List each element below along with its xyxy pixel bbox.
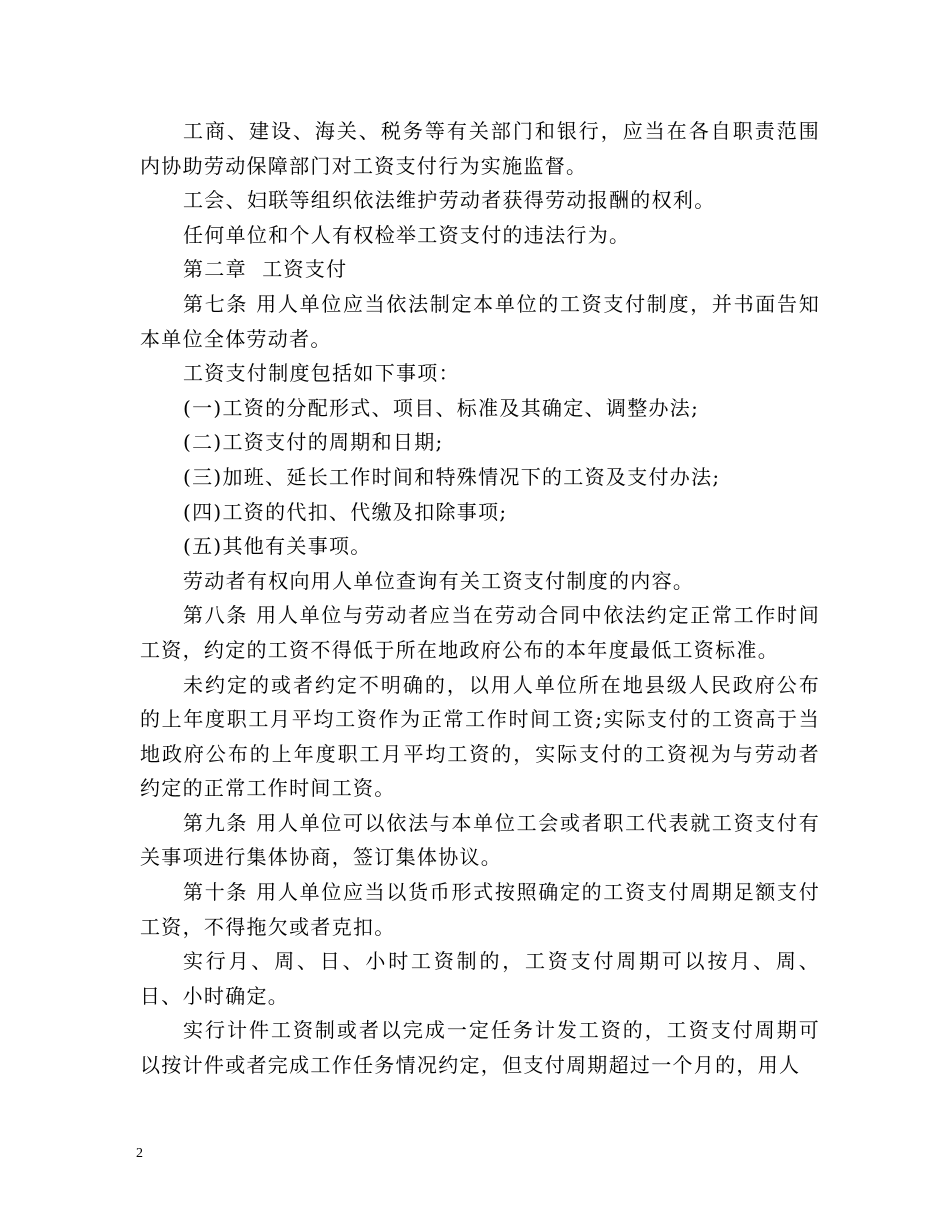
list-item: (三)加班、延长工作时间和特殊情况下的工资及支付办法; [183, 464, 721, 489]
article-paragraph: 第八条 用人单位与劳动者应当在劳动合同中依法约定正常工作时间工资，约定的工资不得低于所在地政府公布的本年度最低工资标准。 [140, 603, 820, 662]
list-item: (四)工资的代扣、代缴及扣除事项; [183, 499, 508, 524]
paragraph: 任何单位和个人有权检举工资支付的违法行为。 [183, 222, 631, 247]
paragraph: 未约定的或者约定不明确的，以用人单位所在地县级人民政府公布的上年度职工月平均工资作为正常工作时间工资;实际支付的工资高于当地政府公布的上年度职工月平均工资的，实际支付的工资视为与劳动者约定的正常工作时间工资。 [140, 672, 820, 801]
paragraph: 工商、建设、海关、税务等有关部门和银行，应当在各自职责范围内协助劳动保障部门对工资支付行为实施监督。 [140, 119, 820, 178]
paragraph: 工资支付制度包括如下事项： [183, 361, 460, 386]
paragraph: 劳动者有权向用人单位查询有关工资支付制度的内容。 [183, 568, 695, 593]
list-item: (一)工资的分配形式、项目、标准及其确定、调整办法; [183, 395, 700, 420]
paragraph: 工会、妇联等组织依法维护劳动者获得劳动报酬的权利。 [183, 188, 716, 213]
paragraph: 实行月、周、日、小时工资制的，工资支付周期可以按月、周、日、小时确定。 [140, 949, 820, 1008]
article-paragraph: 第十条 用人单位应当以货币形式按照确定的工资支付周期足额支付工资，不得拖欠或者克扣。 [140, 880, 820, 939]
chapter-heading: 第二章 工资支付 [183, 257, 348, 282]
list-item: (二)工资支付的周期和日期; [183, 430, 444, 455]
document-body [140, 114, 820, 1083]
page-number: 2 [136, 1146, 143, 1161]
paragraph: 实行计件工资制或者以完成一定任务计发工资的，工资支付周期可以按计件或者完成工作任务情况约定，但支付周期超过一个月的，用人 [140, 1018, 820, 1078]
article-paragraph: 第七条 用人单位应当依法制定本单位的工资支付制度，并书面告知本单位全体劳动者。 [140, 291, 820, 351]
article-paragraph: 第九条 用人单位可以依法与本单位工会或者职工代表就工资支付有关事项进行集体协商，签订集体协议。 [140, 810, 820, 870]
list-item: (五)其他有关事项。 [183, 534, 372, 559]
